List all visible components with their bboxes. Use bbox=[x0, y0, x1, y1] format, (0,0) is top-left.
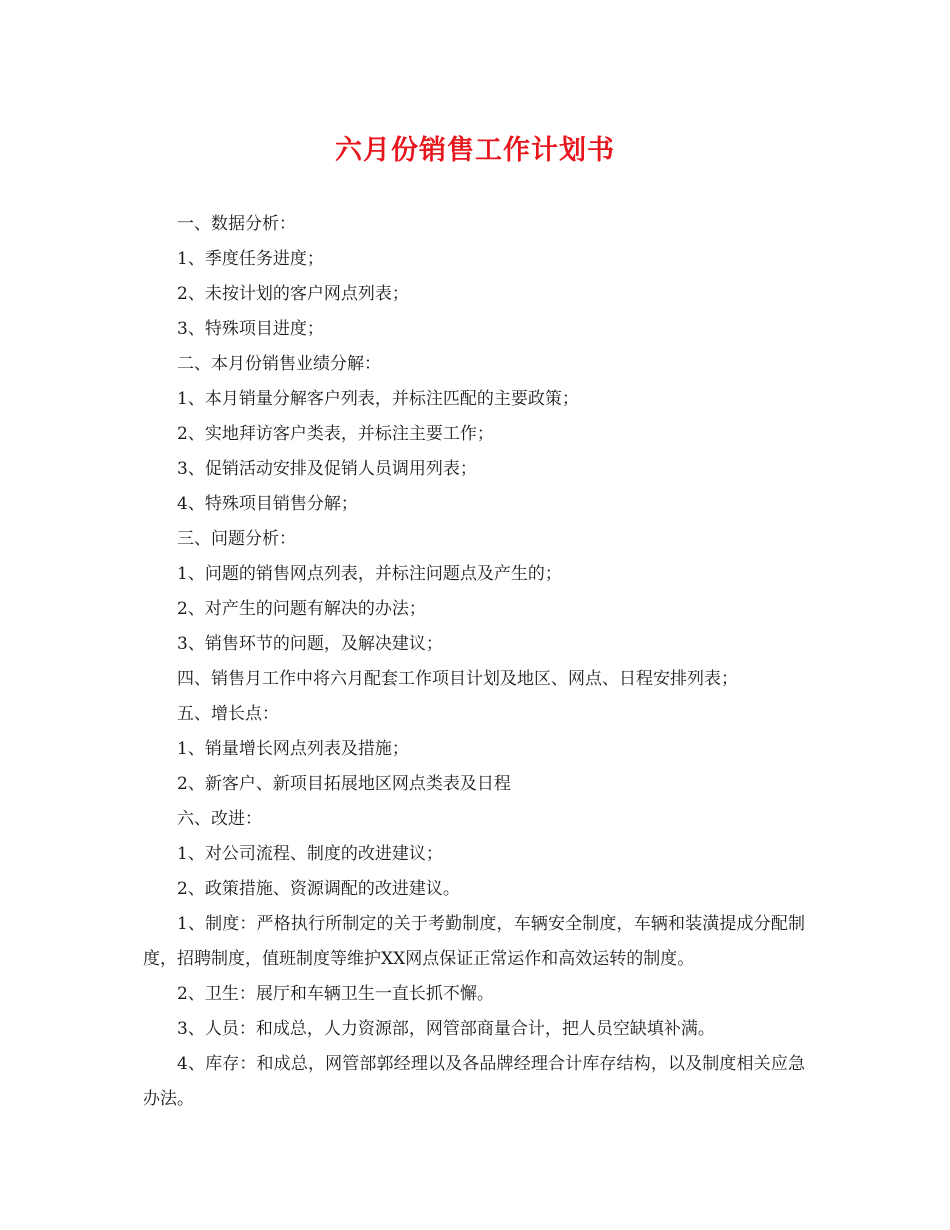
list-item: 1、对公司流程、制度的改进建议； bbox=[177, 844, 443, 864]
list-item: 2、未按计划的客户网点列表； bbox=[177, 284, 409, 304]
section-heading-problem-analysis: 三、问题分析： bbox=[177, 529, 296, 549]
list-item: 1、问题的销售网点列表，并标注问题点及产生的； bbox=[177, 564, 562, 584]
document-body bbox=[143, 207, 805, 1117]
list-item: 2、新客户、新项目拓展地区网点类表及日程 bbox=[177, 774, 511, 794]
section-heading-sales-breakdown: 二、本月份销售业绩分解： bbox=[177, 354, 381, 374]
list-item: 3、特殊项目进度； bbox=[177, 319, 324, 339]
list-item: 2、政策措施、资源调配的改进建议。 bbox=[177, 879, 460, 899]
list-item: 4、特殊项目销售分解； bbox=[177, 494, 358, 514]
list-item: 3、促销活动安排及促销人员调用列表； bbox=[177, 459, 477, 479]
list-item: 1、本月销量分解客户列表，并标注匹配的主要政策； bbox=[177, 389, 579, 409]
list-item: 2、实地拜访客户类表，并标注主要工作； bbox=[177, 424, 494, 444]
section-heading-monthly-plan: 四、销售月工作中将六月配套工作项目计划及地区、网点、日程安排列表； bbox=[177, 669, 738, 689]
section-heading-data-analysis: 一、数据分析： bbox=[177, 214, 296, 234]
list-item: 3、销售环节的问题，及解决建议； bbox=[177, 634, 443, 654]
paragraph-rules: 1、制度：严格执行所制定的关于考勤制度，车辆安全制度，车辆和装潢提成分配制度，招聘制度，值班制度等维护XX网点保证正常运作和高效运转的制度。 bbox=[143, 914, 805, 969]
document-title: 六月份销售工作计划书 bbox=[335, 135, 615, 166]
section-heading-improvements: 六、改进： bbox=[177, 809, 262, 829]
paragraph-staffing: 3、人员：和成总，人力资源部，网管部商量合计，把人员空缺填补满。 bbox=[177, 1019, 715, 1039]
list-item: 1、销量增长网点列表及措施； bbox=[177, 739, 409, 759]
section-heading-growth-points: 五、增长点： bbox=[177, 704, 279, 724]
list-item: 1、季度任务进度； bbox=[177, 249, 324, 269]
paragraph-inventory: 4、库存：和成总，网管部郭经理以及各品牌经理合计库存结构，以及制度相关应急办法。 bbox=[143, 1054, 805, 1109]
paragraph-hygiene: 2、卫生：展厅和车辆卫生一直长抓不懈。 bbox=[177, 984, 494, 1004]
list-item: 2、对产生的问题有解决的办法； bbox=[177, 599, 426, 619]
